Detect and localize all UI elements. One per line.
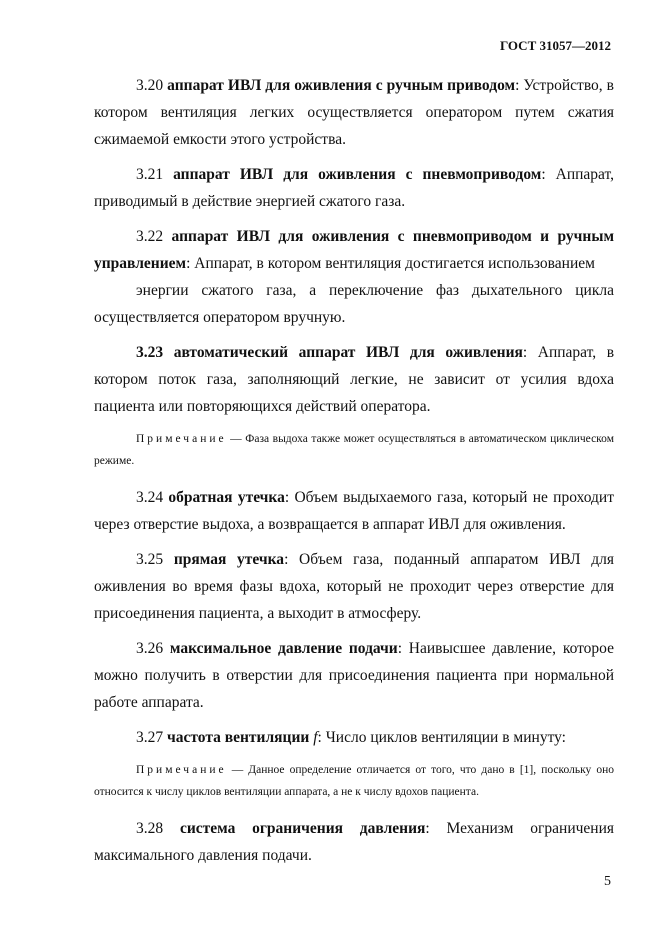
term-definition: : Аппарат, в котором поток газа, заполняющий легкие, не зависит от усилия вдоха пациента или повторяющихся действий оператора.	[94, 344, 615, 415]
term-title: обратная утечка	[168, 489, 285, 506]
note-label: Примечание	[136, 433, 227, 445]
term-definition: : Наивысшее давление, которое можно получить в отверстии для присоединения пациента при нормальной работе аппарата.	[94, 640, 614, 711]
term-number: 3.26	[136, 640, 164, 657]
term-title: частота вентиляции	[167, 729, 310, 746]
term-definition: : Механизм ограничения максимального давления подачи.	[94, 820, 615, 864]
term-title: система ограничения давления	[179, 820, 426, 837]
term-number: 3.23	[136, 344, 164, 361]
term-number: 3.24	[136, 489, 164, 506]
term-number: 3.28	[136, 820, 164, 837]
term-title: прямая утечка	[173, 551, 285, 568]
term-title: автоматический аппарат ИВЛ для оживления	[173, 344, 523, 361]
term-definition: : Аппарат, приводимый в действие энергией сжатого газа.	[94, 166, 615, 210]
term-definition: : Устройство, в котором вентиляция легких осуществляется оператором путем сжатия сжимаемой емкости этого устройства.	[94, 77, 614, 148]
term-3-27	[94, 724, 614, 751]
note-text: — Фаза выдоха также может осуществляться в автоматическом циклическом режиме.	[94, 433, 614, 467]
term-3-23	[94, 339, 614, 420]
term-3-21	[94, 161, 614, 215]
note-label: Примечание	[136, 764, 227, 776]
term-definition: : Аппарат, в котором вентиляция достигается использованием	[186, 255, 595, 272]
note-2	[94, 759, 614, 803]
term-title: аппарат ИВЛ для оживления с пневмоприводом и ручным управлением	[94, 228, 615, 272]
term-3-28	[94, 815, 614, 869]
term-number: 3.27	[136, 729, 164, 746]
document-body	[94, 72, 614, 877]
note-1	[94, 428, 614, 472]
term-definition: : Объем выдыхаемого газа, который не проходит через отверстие выдоха, а возвращается в аппарат ИВЛ для оживления.	[94, 489, 614, 533]
term-number: 3.22	[136, 228, 164, 245]
term-definition: : Число циклов вентиляции в минуту:	[317, 729, 566, 746]
note-text: — Данное определение отличается от того, что дано в [1], поскольку оно относится к числу циклов вентиляции аппарата, а не к числу вдохов пациента.	[94, 764, 614, 798]
term-3-25	[94, 546, 614, 627]
page-number: 5	[604, 874, 611, 889]
term-number: 3.25	[136, 551, 164, 568]
term-definition: : Объем газа, поданный аппаратом ИВЛ для оживления во время фазы вдоха, который не проходит через отверстие для присоединения пациента, а выходит в атмосферу.	[94, 551, 614, 622]
term-number: 3.20	[136, 77, 164, 94]
term-3-20	[94, 72, 614, 153]
document-header: ГОСТ 31057—2012	[499, 38, 611, 53]
term-title: максимальное давление подачи	[169, 640, 398, 657]
term-title: аппарат ИВЛ для оживления с пневмоприводом	[173, 166, 542, 183]
term-number: 3.21	[136, 166, 164, 183]
term-title: аппарат ИВЛ для оживления с ручным приводом	[167, 77, 516, 94]
term-3-22-continuation: энергии сжатого газа, а переключение фаз дыхательного цикла осуществляется оператором вручную.	[94, 282, 614, 326]
term-symbol: f	[313, 729, 318, 746]
term-3-24	[94, 484, 614, 538]
term-3-22	[94, 223, 614, 277]
term-3-26	[94, 635, 614, 716]
